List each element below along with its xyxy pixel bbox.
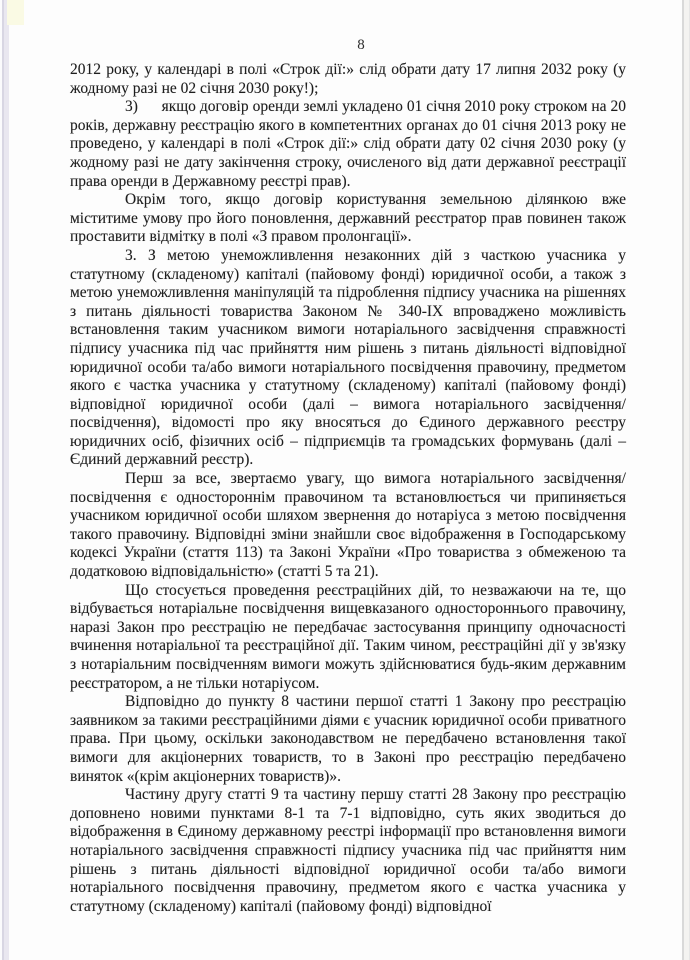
page-number: 8 <box>357 37 365 53</box>
page-right-edge <box>682 0 690 960</box>
page-corner-patch <box>7 0 24 25</box>
paragraph: 3) якщо договір оренди землі укладено 01 січня 2010 року строком на 20 років, державну реєстрацію якого в компетентних органах до 01 січня 2013 року не проведено, у календарі в полі «Строк дії:» слід обрати дату 02 січня 2030 року (у жодному разі не дату закінчення строку, очисленого від дати державної реєстрації права оренди в Державному реєстрі прав). <box>70 98 626 190</box>
paragraph-list <box>70 61 626 916</box>
page-left-edge <box>0 0 9 960</box>
paragraph: 3. З метою унеможливлення незаконних дій з часткою учасника у статутному (складеному) капіталі (пайовому фонді) юридичної особи, а також з метою унеможливлення маніпуляцій та підроблення підпису учасника на рішеннях з питань діяльності товариства Законом № 340-ІХ впроваджено можливість встановлення таким учасником вимоги нотаріального засвідчення справжності підпису учасника під час прийняття ним рішень з питань діяльності відповідної юридичної особи та/або вимоги нотаріального посвідчення правочину, предметом якого є частка учасника у статутному (складеному) капіталі (пайовому фонді) відповідної юридичної особи (далі – вимога нотаріального засвідчення/посвідчення), відомості про яку вносяться до Єдиного державного реєстру юридичних осіб, фізичних осіб – підприємців та громадських формувань (далі – Єдиний державний реєстр). <box>70 246 626 469</box>
paragraph: Перш за все, звертаємо увагу, що вимога нотаріального засвідчення/посвідчення є одностороннім правочином та встановлюється чи припиняється учасником юридичної особи шляхом звернення до нотаріуса з метою посвідчення такого правочину. Відповідні зміни знайшли своє відображення в Господарському кодексі України (стаття 113) та Законі України «Про товариства з обмеженою та додатковою відповідальністю» (статті 5 та 21). <box>70 470 626 581</box>
paragraph: Окрім того, якщо договір користування земельною ділянкою вже міститиме умову про його поновлення, державний реєстратор прав повинен також проставити відмітку в полі «З правом пролонгації». <box>70 191 626 246</box>
paragraph: Відповідно до пункту 8 частини першої статті 1 Закону про реєстрацію заявником за такими реєстраційними діями є учасник юридичної особи приватного права. При цьому, оскільки законодавством не передбачено встановлення такої вимоги для акціонерних товариств, то в Законі про реєстрацію передбачено виняток «(крім акціонерних товариств)». <box>70 693 626 785</box>
paragraph: Частину другу статті 9 та частину першу статті 28 Закону про реєстрацію доповнено новими пунктами 8-1 та 7-1 відповідно, суть яких зводиться до відображення в Єдиному державному реєстрі інформації про встановлення вимоги нотаріального засвідчення справжності підпису учасника під час прийняття ним рішень з питань діяльності відповідної юридичної особи та/або вимоги нотаріального посвідчення правочину, предметом якого є частка учасника у статутному (складеному) капіталі (пайовому фонді) відповідної <box>70 786 626 915</box>
paragraph: 2012 року, у календарі в полі «Строк дії:» слід обрати дату 17 липня 2032 року (у жодному разі не 02 січня 2030 року!); <box>70 61 626 97</box>
paragraph: Що стосується проведення реєстраційних дій, то незважаючи на те, що відбувається нотаріальне посвідчення вищевказаного одностороннього правочину, наразі Закон про реєстрацію не передбачає застосування принципу одночасності вчинення нотаріальної та реєстраційної дії. Таким чином, реєстраційні дії у зв'язку з нотаріальним посвідченням вимоги можуть здійснюватися будь-яким державним реєстратором, а не тільки нотаріусом. <box>70 581 626 692</box>
